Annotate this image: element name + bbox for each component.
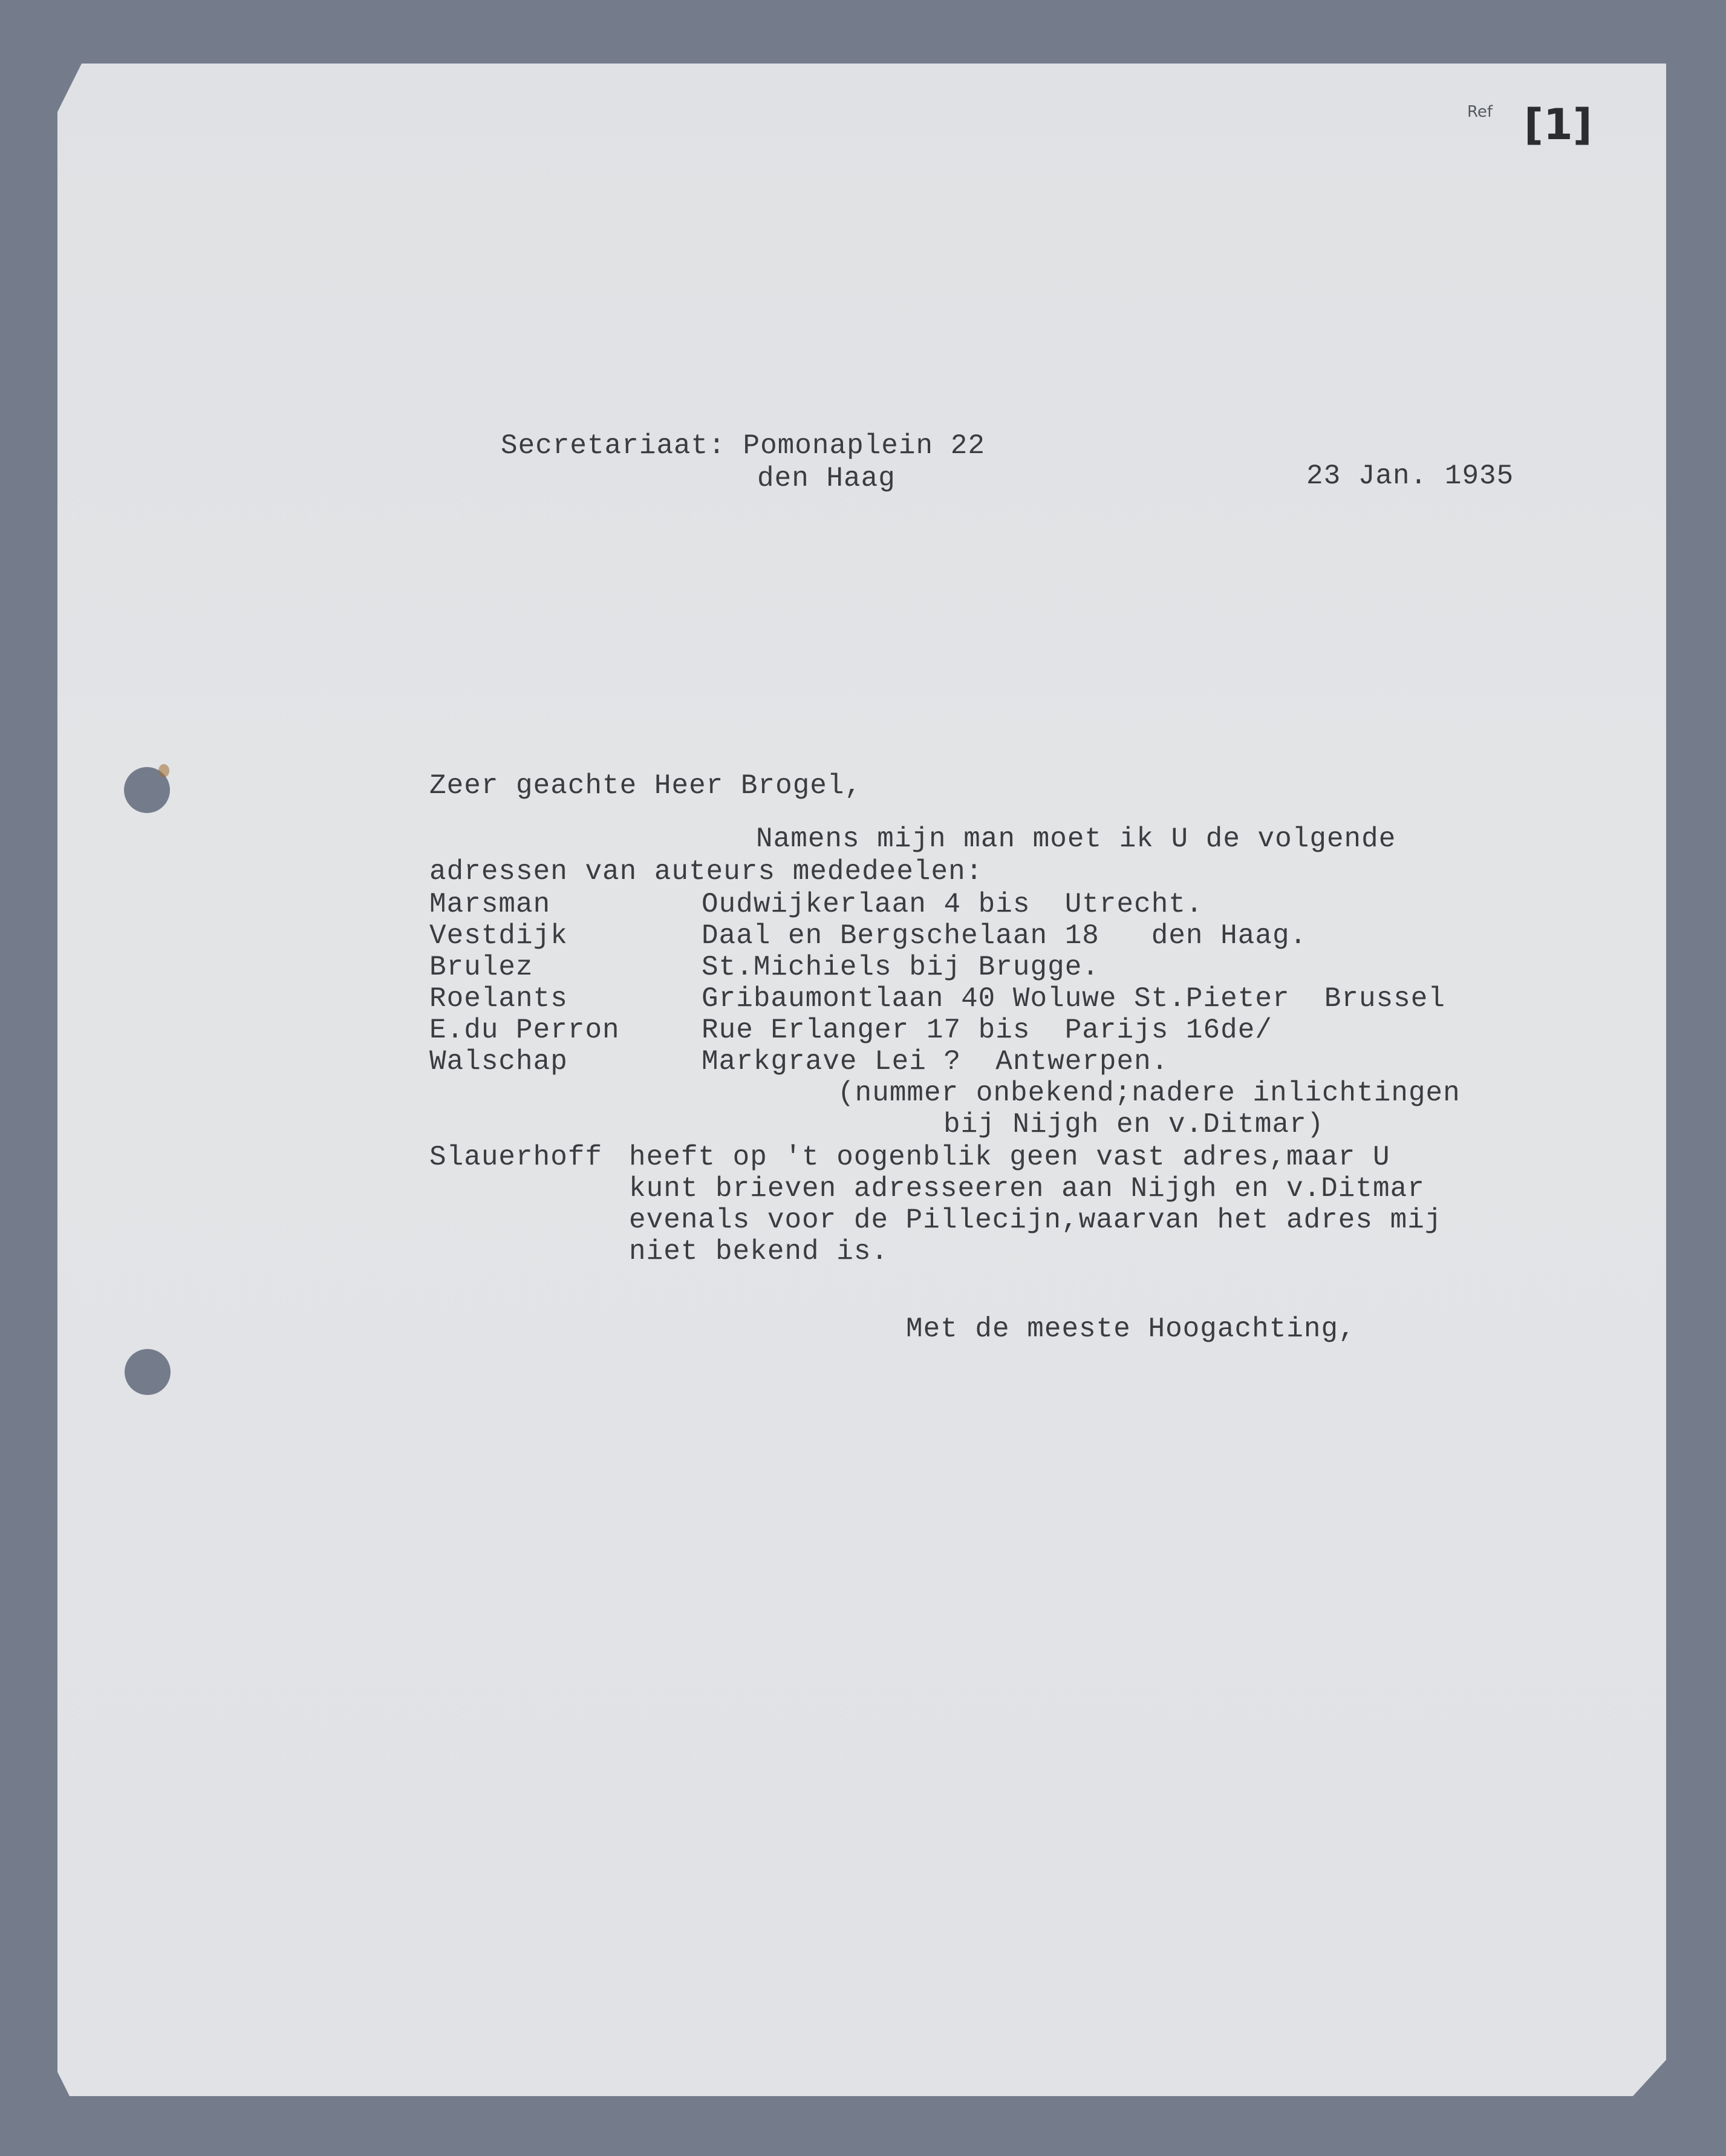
pencil-annotation-small: Ref [1467,103,1493,121]
author-address: Markgrave Lei ? Antwerpen. [702,1046,1169,1077]
author-address: Gribaumontlaan 40 Woluwe St.Pieter Brussel [702,983,1445,1014]
note-line1: (nummer onbekend;nadere inlichtingen [838,1077,1461,1109]
slauerhoff-line3: evenals voor de Pillecijn,waarvan het adres mij [629,1204,1442,1236]
slauerhoff-line2: kunt brieven adresseeren aan Nijgh en v.Ditmar [629,1173,1425,1204]
note-line2: bij Nijgh en v.Ditmar) [943,1109,1324,1140]
author-address: St.Michiels bij Brugge. [702,952,1099,983]
slauerhoff-name: Slauerhoff [429,1142,603,1173]
author-name: Marsman [429,889,551,920]
author-name: Roelants [429,983,568,1014]
salutation: Zeer geachte Heer Brogel, [429,770,862,802]
pencil-annotation-number: [1] [1524,100,1592,149]
author-name: E.du Perron [429,1014,620,1046]
intro-line1: Namens mijn man moet ik U de volgende [756,823,1396,855]
author-name: Vestdijk [429,920,568,952]
punch-hole-bottom [125,1349,171,1395]
closing: Met de meeste Hoogachting, [906,1313,1356,1345]
author-address: Rue Erlanger 17 bis Parijs 16de/ [702,1014,1272,1046]
rust-stain [158,764,169,777]
letter-date: 23 Jan. 1935 [1306,460,1514,492]
header-address-line2: den Haag [757,463,896,494]
intro-line2: adressen van auteurs mededeelen: [429,856,983,887]
author-address: Daal en Bergschelaan 18 den Haag. [702,920,1308,952]
header-address-line1: Secretariaat: Pomonaplein 22 [501,430,985,462]
author-name: Brulez [429,952,533,983]
author-name: Walschap [429,1046,568,1077]
slauerhoff-line1: heeft op 't oogenblik geen vast adres,maar U [629,1142,1390,1173]
slauerhoff-line4: niet bekend is. [629,1236,889,1267]
author-address: Oudwijkerlaan 4 bis Utrecht. [702,889,1203,920]
